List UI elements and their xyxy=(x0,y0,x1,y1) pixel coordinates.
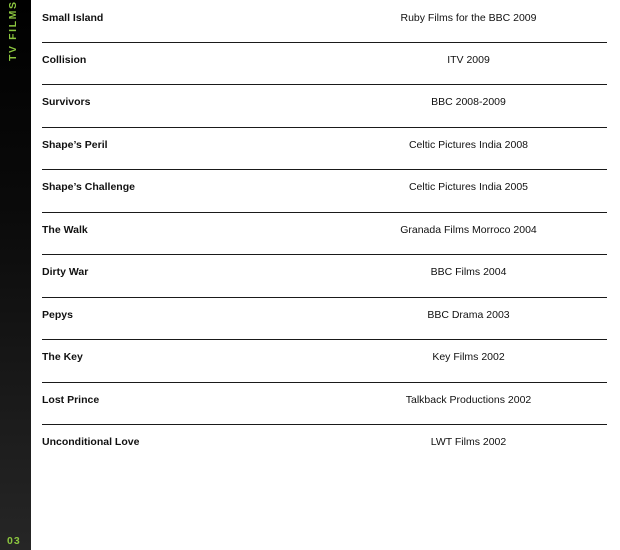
section-title: TV FILMS xyxy=(7,0,19,61)
film-title: Lost Prince xyxy=(42,393,100,406)
film-row xyxy=(42,43,607,86)
film-row xyxy=(42,298,607,341)
film-title: Small Island xyxy=(42,12,104,24)
film-title: Shape’s Peril xyxy=(42,138,108,151)
film-title: Dirty War xyxy=(42,266,89,278)
film-row xyxy=(42,255,607,298)
film-credit: BBC 2008-2009 xyxy=(431,96,506,108)
film-credit: Celtic Pictures India 2005 xyxy=(408,181,529,193)
film-title: Collision xyxy=(42,53,87,66)
film-credit: LWT Films 2002 xyxy=(430,436,507,448)
film-credit: Celtic Pictures India 2008 xyxy=(408,138,529,151)
film-row xyxy=(42,340,607,383)
film-list xyxy=(42,0,607,468)
film-title: Pepys xyxy=(42,308,73,321)
film-credit: Key Films 2002 xyxy=(432,351,505,363)
film-row xyxy=(42,425,607,468)
film-title: Unconditional Love xyxy=(42,436,140,448)
film-title: Survivors xyxy=(42,96,91,108)
film-title: Shape’s Challenge xyxy=(42,181,135,193)
film-title: The Walk xyxy=(42,223,88,236)
film-row xyxy=(42,85,607,128)
film-row xyxy=(42,128,607,171)
film-row xyxy=(42,213,607,256)
film-credit: Talkback Productions 2002 xyxy=(405,393,532,406)
film-credit: Granada Films Morroco 2004 xyxy=(400,223,537,236)
section-sidebar xyxy=(0,0,31,550)
film-title: The Key xyxy=(42,351,83,363)
film-credit: BBC Drama 2003 xyxy=(427,308,510,321)
film-credit: BBC Films 2004 xyxy=(430,266,507,278)
film-row xyxy=(42,383,607,426)
page-number: 03 xyxy=(7,535,21,547)
film-credit: Ruby Films for the BBC 2009 xyxy=(400,12,537,24)
film-row xyxy=(42,170,607,213)
film-credit: ITV 2009 xyxy=(447,53,490,66)
film-row xyxy=(42,0,607,43)
